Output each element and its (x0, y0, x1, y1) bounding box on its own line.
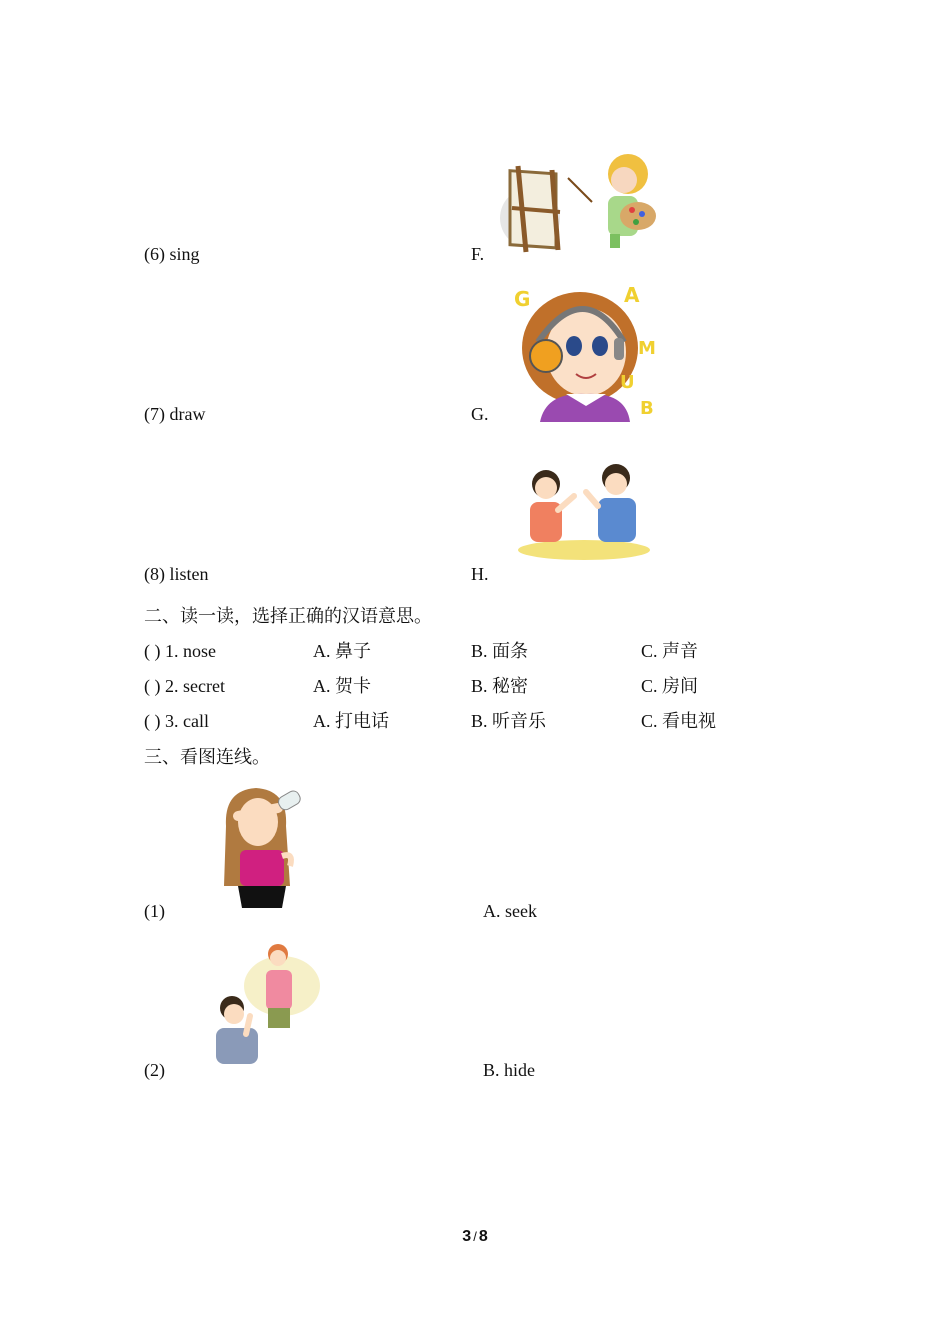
option-g-label: G. (471, 404, 489, 424)
seeking-girl-picture (216, 786, 306, 908)
section-3-title: 三、看图连线。 (144, 747, 270, 767)
section-3-word-seek: A. seek (483, 901, 537, 921)
option-h-label: H. (471, 564, 489, 584)
page-separator: / (473, 1229, 477, 1244)
question-2-option-c: C. 房间 (641, 676, 699, 696)
svg-text:B: B (640, 398, 654, 419)
section-2-title: 二、读一读，选择正确的汉语意思。 (144, 606, 432, 626)
total-pages: 8 (478, 1228, 488, 1245)
page-number (0, 1228, 950, 1246)
question-3: ( ) 3. call (144, 711, 209, 731)
svg-text:M: M (638, 338, 656, 359)
question-2: ( ) 2. secret (144, 676, 225, 696)
question-1-option-c: C. 声音 (641, 641, 699, 661)
question-3-option-b: B. 听音乐 (471, 711, 547, 731)
section-3-item-1-number: (1) (144, 901, 165, 921)
option-f-label: F. (471, 244, 485, 264)
singing-children-picture (518, 460, 652, 562)
question-1: ( ) 1. nose (144, 641, 216, 661)
question-2-option-a: A. 贺卡 (313, 676, 371, 696)
section-3-word-hide: B. hide (483, 1060, 535, 1080)
question-3-option-a: A. 打电话 (313, 711, 389, 731)
item-8-word: (8) listen (144, 564, 209, 584)
current-page: 3 (462, 1228, 472, 1245)
question-2-option-b: B. 秘密 (471, 676, 529, 696)
question-1-option-b: B. 面条 (471, 641, 529, 661)
item-6-word: (6) sing (144, 244, 200, 264)
section-3-item-2-number: (2) (144, 1060, 165, 1080)
phone-call-picture (206, 942, 320, 1068)
question-1-option-a: A. 鼻子 (313, 641, 371, 661)
svg-text:G: G (514, 287, 531, 311)
svg-text:A: A (624, 283, 640, 307)
headphones-girl-picture (506, 282, 666, 422)
painting-girl-picture (500, 148, 662, 254)
question-3-option-c: C. 看电视 (641, 711, 717, 731)
svg-text:U: U (620, 372, 635, 393)
item-7-word: (7) draw (144, 404, 206, 424)
